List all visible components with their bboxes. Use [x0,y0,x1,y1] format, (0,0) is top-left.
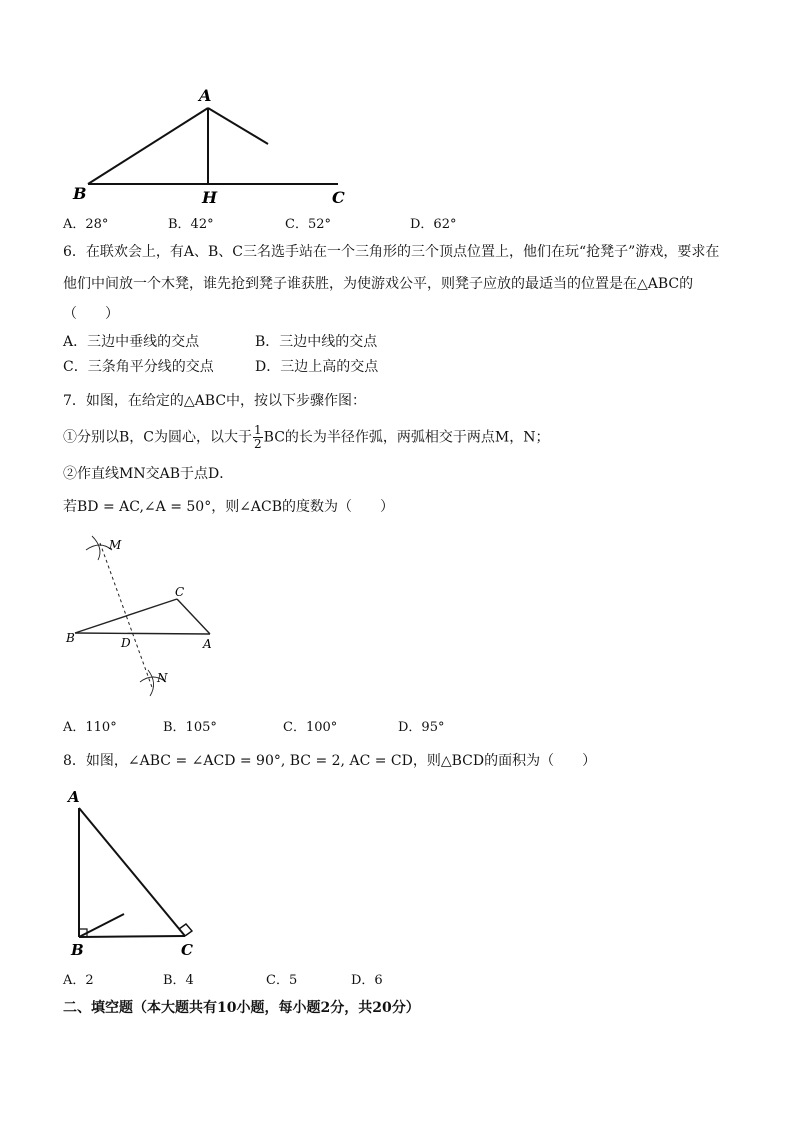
label-a: A [203,637,212,651]
label-d: D [121,636,131,650]
line-b-ray [79,914,124,937]
q7-step1-pre: ①分别以B，C为圆心，以大于 [63,429,252,446]
label-a: A [199,86,212,105]
label-n: N [157,671,168,685]
label-b: B [71,941,84,959]
q5-option-a: A．28° [63,217,109,232]
q6-line2: 他们中间放一个木凳，谁先抢到凳子谁获胜，为使游戏公平，则凳子应放的最适当的位置是在△ABC的 [63,276,694,292]
label-b: B [66,631,75,645]
section-heading: 二、填空题（本大题共有10小题，每小题2分，共20分） [63,1000,420,1016]
q8-option-a: A．2 [63,973,94,988]
q5-option-d: D．62° [410,217,457,232]
q7-condition: 若BD = AC,∠A = 50°，则∠ACB的度数为（ ） [63,499,395,515]
q8-option-b: B．4 [163,973,194,988]
q6-option-c: C．三条角平分线的交点 [63,359,214,375]
q8-line1: 8．如图，∠ABC = ∠ACD = 90°, BC = 2, AC = CD，则△BCD的面积为（ ） [63,753,597,769]
fraction-denominator: 2 [254,437,262,451]
q7-step2: ②作直线MN交AB于点D． [63,466,234,482]
label-c: C [332,188,345,207]
q6-option-b: B．三边中线的交点 [255,334,378,350]
q7-option-b: B．105° [163,720,217,735]
q5-option-b: B．42° [168,217,214,232]
label-c: C [181,941,193,959]
label-a: A [68,788,80,806]
q7-option-a: A．110° [63,720,117,735]
q7-line1: 7．如图，在给定的△ABC中，按以下步骤作图： [63,393,367,409]
q8-option-c: C．5 [266,973,298,988]
q6-paren: （ ） [63,306,119,322]
q7-option-c: C．100° [283,720,338,735]
fraction-numerator: 1 [254,423,262,437]
line-ac [79,808,185,936]
label-c: C [175,585,185,599]
label-b: B [73,184,87,203]
line-bc [79,936,185,937]
q5-option-c: C．52° [285,217,331,232]
q7-step1-post: BC的长为半径作弧，两弧相交于两点M，N； [263,429,550,446]
q7-option-d: D．95° [398,720,445,735]
q6-option-a: A．三边中垂线的交点 [63,334,200,350]
q8-option-d: D．6 [351,973,383,988]
q6-option-d: D．三边上高的交点 [255,359,379,375]
label-h: H [202,188,218,207]
label-m: M [109,538,122,552]
q6-line1: 6．在联欢会上，有A、B、C三名选手站在一个三角形的三个顶点位置上，他们在玩“抢凳子”游戏，要求在 [63,244,720,260]
